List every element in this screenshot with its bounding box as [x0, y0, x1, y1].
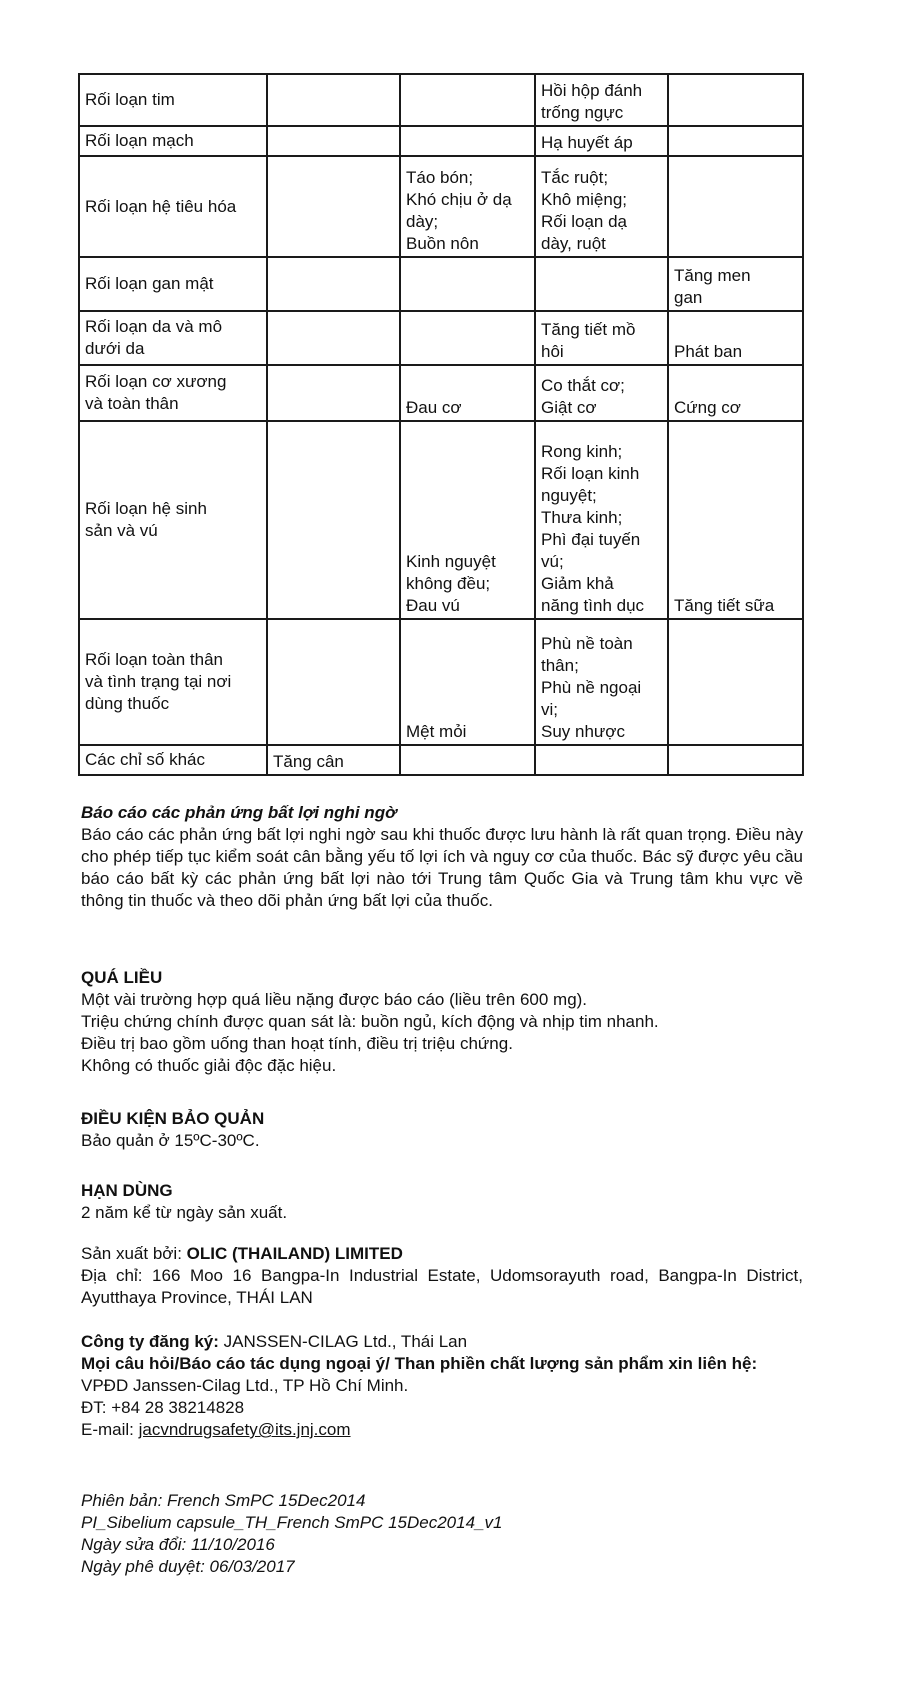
storage-text: Bảo quản ở 15ºC-30ºC.	[81, 1131, 260, 1150]
manufacturer-label: Sản xuất bởi:	[81, 1244, 187, 1263]
table-row-header-cell	[79, 311, 267, 365]
table-row	[79, 126, 803, 156]
table-cell	[668, 126, 803, 156]
cell-text-line: Buồn nôn	[406, 234, 479, 253]
manufacturer-line	[81, 1243, 803, 1265]
reporting-heading: Báo cáo các phản ứng bất lợi nghi ngờ	[81, 803, 397, 822]
email-label: E-mail:	[81, 1420, 139, 1439]
table-row	[79, 421, 803, 619]
table-cell	[400, 745, 535, 775]
cell-text-line: Kinh nguyệt	[406, 552, 496, 571]
table-row-header-cell	[79, 257, 267, 311]
adverse-reactions-table-body	[79, 74, 803, 775]
table-row-header-cell	[79, 74, 267, 126]
cell-text-line: và tình trạng tại nơi	[85, 672, 232, 691]
cell-text-line: Rối loạn hệ sinh	[85, 499, 207, 518]
adverse-reactions-table	[78, 73, 804, 776]
cell-text-line: Phì đại tuyến	[541, 530, 641, 549]
cell-text-line: Giật cơ	[541, 398, 597, 417]
cell-text-line: Đau cơ	[406, 398, 462, 417]
table-row	[79, 257, 803, 311]
cell-text-line: Khó chịu ở dạ	[406, 190, 512, 209]
cell-text-line: Suy nhược	[541, 722, 625, 741]
table-cell	[400, 74, 535, 126]
cell-text-line: Tăng cân	[273, 752, 344, 771]
table-cell	[535, 257, 668, 311]
cell-text-line: dày;	[406, 212, 439, 231]
table-cell	[400, 365, 535, 421]
cell-text-line: thân;	[541, 656, 579, 675]
cell-text-line: Rối loạn cơ xương	[85, 372, 227, 391]
cell-text-line: Rối loạn dạ	[541, 212, 628, 231]
table-cell	[535, 74, 668, 126]
cell-text-line: Giảm khả	[541, 574, 614, 593]
table-row-header-cell	[79, 126, 267, 156]
overdose-section	[81, 967, 803, 1077]
table-cell	[267, 74, 400, 126]
table-cell	[267, 257, 400, 311]
contact-office: VPĐD Janssen-Cilag Ltd., TP Hồ Chí Minh.	[81, 1376, 409, 1395]
cell-text-line: Tăng tiết sữa	[674, 596, 775, 615]
table-cell	[535, 421, 668, 619]
cell-text-line: Phù nề ngoại	[541, 678, 642, 697]
overdose-line: Một vài trường hợp quá liều nặng được báo cáo (liều trên 600 mg).	[81, 990, 588, 1009]
table-cell	[400, 311, 535, 365]
cell-text-line: Tăng men	[674, 266, 751, 285]
cell-text-line: vi;	[541, 700, 558, 719]
cell-text-line: dưới da	[85, 339, 145, 358]
cell-text-line: Rối loạn da và mô	[85, 317, 223, 336]
table-cell	[535, 126, 668, 156]
table-row	[79, 365, 803, 421]
cell-text-line: năng tình dục	[541, 596, 645, 615]
table-cell	[668, 74, 803, 126]
shelf-life-section	[81, 1180, 803, 1224]
version-line: Ngày phê duyệt: 06/03/2017	[81, 1557, 295, 1576]
table-row	[79, 619, 803, 745]
email-link[interactable]: jacvndrugsafety@its.jnj.com	[138, 1420, 351, 1439]
storage-heading: ĐIỀU KIỆN BẢO QUẢN	[81, 1109, 265, 1128]
cell-text-line: trống ngực	[541, 103, 624, 122]
cell-text-line: Tắc ruột;	[541, 168, 609, 187]
table-row	[79, 311, 803, 365]
table-cell	[668, 745, 803, 775]
table-cell	[535, 365, 668, 421]
table-row	[79, 745, 803, 775]
table-cell	[267, 745, 400, 775]
manufacturer-name: OLIC (THAILAND) LIMITED	[186, 1244, 403, 1263]
storage-section	[81, 1108, 803, 1152]
cell-text-line: Rối loạn tim	[85, 90, 175, 109]
manufacturer-address: Địa chỉ: 166 Moo 16 Bangpa-In Industrial Estate, Udomsorayuth road, Bangpa-In District, Ayutthaya Province, THÁI LAN	[81, 1266, 803, 1307]
overdose-line: Triệu chứng chính được quan sát là: buồn ngủ, kích động và nhịp tim nhanh.	[81, 1012, 659, 1031]
cell-text-line: Thưa kinh;	[541, 508, 623, 527]
version-line: PI_Sibelium capsule_TH_French SmPC 15Dec2014_v1	[81, 1513, 503, 1532]
table-cell	[668, 311, 803, 365]
shelf-life-heading: HẠN DÙNG	[81, 1181, 173, 1200]
cell-text-line: Khô miệng;	[541, 190, 627, 209]
cell-text-line: không đều;	[406, 574, 491, 593]
table-cell	[267, 365, 400, 421]
cell-text-line: Cứng cơ	[674, 398, 741, 417]
table-cell	[400, 156, 535, 257]
contact-phone: ĐT: +84 28 38214828	[81, 1398, 245, 1417]
cell-text-line: vú;	[541, 552, 564, 571]
cell-text-line: hôi	[541, 342, 564, 361]
cell-text-line: nguyệt;	[541, 486, 597, 505]
table-cell	[267, 619, 400, 745]
cell-text-line: Phát ban	[674, 342, 743, 361]
manufacturer-section	[81, 1243, 803, 1309]
overdose-line: Không có thuốc giải độc đặc hiệu.	[81, 1056, 337, 1075]
cell-text-line: và toàn thân	[85, 394, 179, 413]
cell-text-line: Rối loạn toàn thân	[85, 650, 223, 669]
cell-text-line: dày, ruột	[541, 234, 606, 253]
cell-text-line: Tăng tiết mồ	[541, 320, 636, 339]
cell-text-line: Phù nề toàn	[541, 634, 633, 653]
contact-section	[81, 1331, 803, 1441]
cell-text-line: Hạ huyết áp	[541, 133, 633, 152]
registrant-label: Công ty đăng ký:	[81, 1332, 224, 1351]
table-cell	[400, 257, 535, 311]
table-cell	[400, 126, 535, 156]
table-row-header-cell	[79, 421, 267, 619]
cell-text-line: gan	[674, 288, 703, 307]
version-line: Ngày sửa đổi: 11/10/2016	[81, 1535, 275, 1554]
cell-text-line: Đau vú	[406, 596, 460, 615]
table-cell	[267, 421, 400, 619]
table-cell	[668, 156, 803, 257]
cell-text-line: Rối loạn hệ tiêu hóa	[85, 196, 237, 216]
cell-text-line: dùng thuốc	[85, 694, 170, 713]
table-row-header-cell	[79, 619, 267, 745]
cell-text-line: Táo bón;	[406, 168, 474, 187]
cell-text-line: Rối loạn gan mật	[85, 274, 214, 293]
table-cell	[668, 257, 803, 311]
table-row	[79, 156, 803, 257]
table-cell	[267, 126, 400, 156]
contact-heading: Mọi câu hỏi/Báo cáo tác dụng ngoại ý/ Than phiền chất lượng sản phẩm xin liên hệ:	[81, 1354, 758, 1373]
table-row-header-cell	[79, 745, 267, 775]
reporting-body: Báo cáo các phản ứng bất lợi nghi ngờ sau khi thuốc được lưu hành là rất quan trọng. Điều này cho phép tiếp tục kiểm soát cân bằng yếu tố lợi ích và nguy cơ của thuốc. Bác sỹ được yêu cầu báo cáo bất kỳ các phản ứng bất lợi nào tới Trung tâm Quốc Gia và Trung tâm khu vực về thông tin thuốc và theo dõi phản ứng bất lợi của thuốc.	[81, 825, 803, 910]
cell-text-line: Mệt mỏi	[406, 722, 467, 741]
contact-email-line	[81, 1419, 803, 1441]
cell-text-line: Co thắt cơ;	[541, 376, 625, 395]
overdose-line: Điều trị bao gồm uống than hoạt tính, điều trị triệu chứng.	[81, 1034, 513, 1053]
table-cell	[535, 745, 668, 775]
registrant-line	[81, 1331, 803, 1353]
table-cell	[400, 421, 535, 619]
table-row-header-cell	[79, 156, 267, 257]
table-cell	[400, 619, 535, 745]
table-cell	[668, 365, 803, 421]
table-cell	[267, 156, 400, 257]
shelf-life-text: 2 năm kể từ ngày sản xuất.	[81, 1203, 288, 1222]
cell-text-line: Rong kinh;	[541, 442, 623, 461]
cell-text-line: Các chỉ số khác	[85, 750, 205, 769]
table-row-header-cell	[79, 365, 267, 421]
version-section	[81, 1490, 803, 1578]
table-cell	[535, 156, 668, 257]
cell-text-line: Hồi hộp đánh	[541, 81, 643, 100]
table-cell	[535, 619, 668, 745]
overdose-heading: QUÁ LIỀU	[81, 968, 163, 987]
table-cell	[535, 311, 668, 365]
table-cell	[668, 619, 803, 745]
table-cell	[668, 421, 803, 619]
table-row	[79, 74, 803, 126]
registrant-name: JANSSEN-CILAG Ltd., Thái Lan	[223, 1332, 468, 1351]
cell-text-line: sản và vú	[85, 521, 158, 540]
cell-text-line: Rối loạn mạch	[85, 131, 194, 150]
table-cell	[267, 311, 400, 365]
cell-text-line: Rối loạn kinh	[541, 464, 640, 483]
reporting-section	[81, 802, 803, 912]
version-line: Phiên bản: French SmPC 15Dec2014	[81, 1491, 366, 1510]
